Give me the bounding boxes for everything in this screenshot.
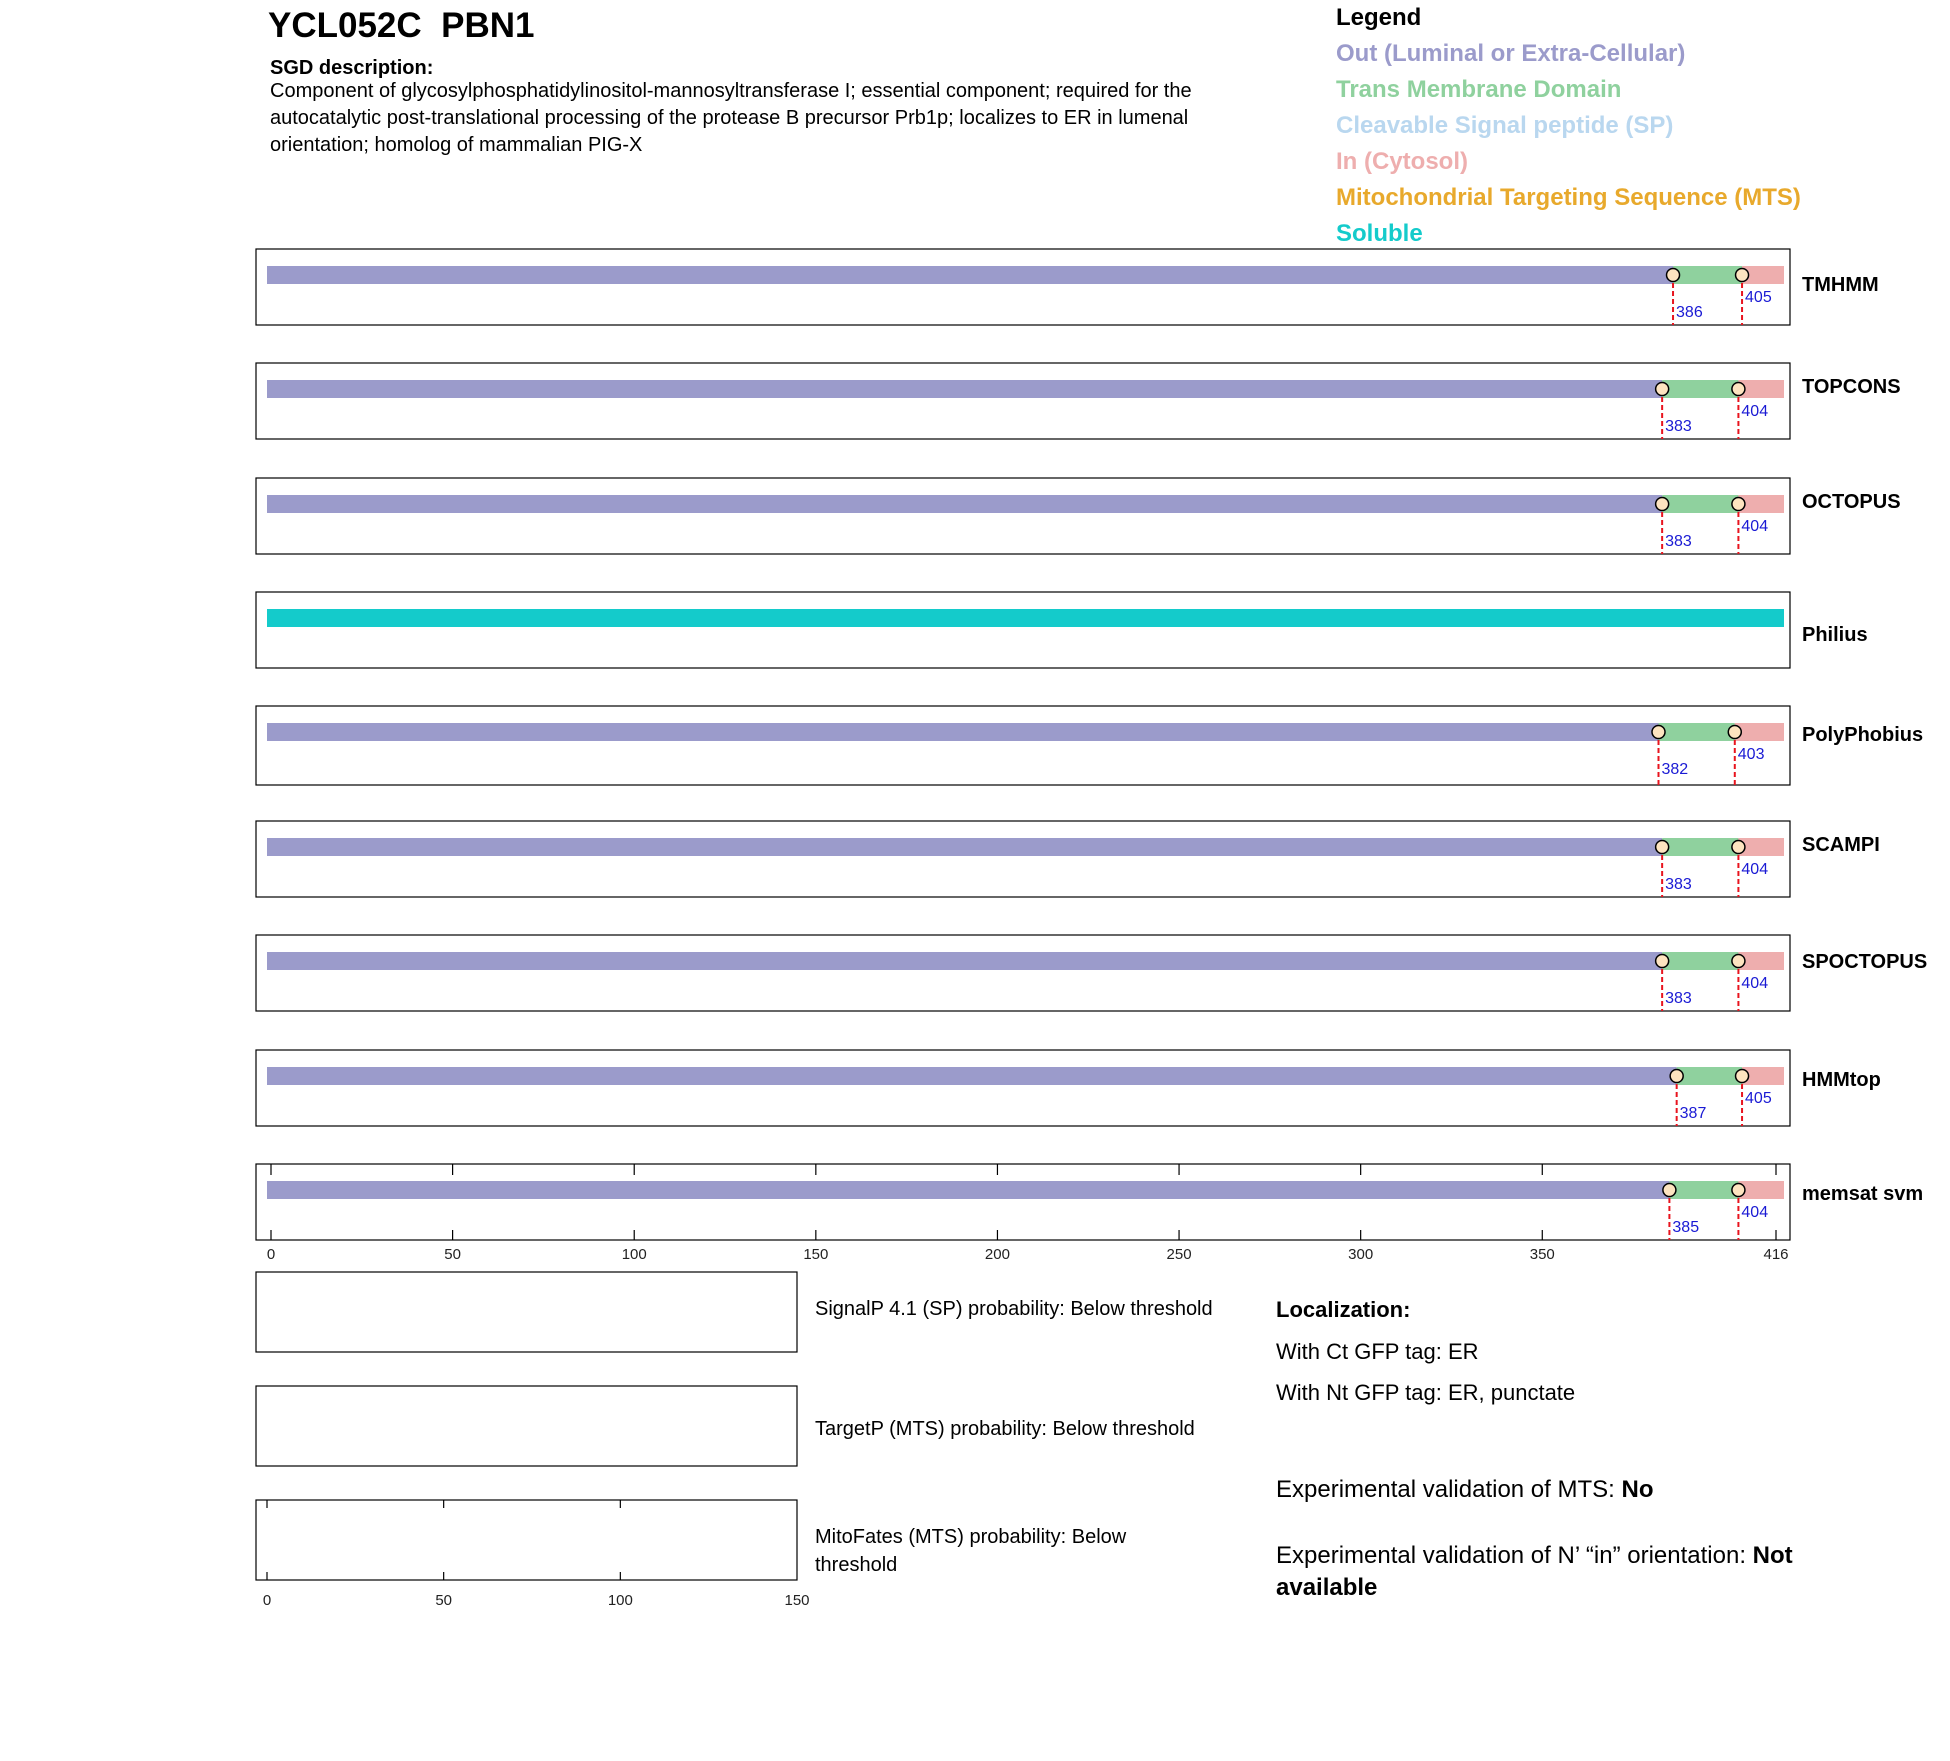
mts-validation-label: Experimental validation of MTS: <box>1276 1476 1622 1503</box>
predictor-name: Philius <box>1802 624 1868 646</box>
predictor-frame <box>256 592 1790 668</box>
probability-frame <box>256 1500 797 1580</box>
x-tick-label: 150 <box>803 1246 829 1263</box>
boundary-marker <box>1652 726 1665 739</box>
predictor-frame <box>256 821 1790 897</box>
legend-item: Trans Membrane Domain <box>1336 76 1622 103</box>
segment-out <box>267 952 1662 970</box>
legend-title: Legend <box>1336 4 1422 31</box>
boundary-marker <box>1736 269 1749 282</box>
boundary-label: 383 <box>1665 990 1692 1007</box>
boundary-label: 383 <box>1665 533 1692 550</box>
localization-nt-gfp: With Nt GFP tag: ER, punctate <box>1276 1380 1576 1405</box>
legend-item: Cleavable Signal peptide (SP) <box>1336 112 1674 139</box>
boundary-label: 404 <box>1741 1204 1769 1221</box>
orientation-validation-value: Not available <box>1276 1542 1793 1601</box>
boundary-marker <box>1732 383 1745 396</box>
legend-item: In (Cytosol) <box>1336 148 1468 175</box>
boundary-marker <box>1736 1070 1749 1083</box>
boundary-marker <box>1656 498 1669 511</box>
localization-ct-gfp: With Ct GFP tag: ER <box>1276 1339 1479 1364</box>
probability-frame <box>256 1272 797 1352</box>
segment-tm <box>1673 266 1742 284</box>
x-tick-label: 416 <box>1763 1246 1789 1263</box>
segment-tm <box>1677 1067 1742 1085</box>
sgd-description: Component of glycosylphosphatidylinositol-mannosyltransferase I; essential component; required for the autocatalytic post-translational processing of the protease B precursor Prb1p; localizes to ER in lumenal orientation; homolog of mammalian PIG-X <box>270 80 1192 156</box>
segment-out <box>267 380 1662 398</box>
segment-out <box>267 1181 1669 1199</box>
orientation-validation-label: Experimental validation of N’ “in” orientation: <box>1276 1542 1753 1569</box>
boundary-label: 385 <box>1672 1219 1700 1236</box>
x-tick-label: 350 <box>1529 1246 1555 1263</box>
boundary-label: 383 <box>1665 876 1692 893</box>
x-tick-label: 250 <box>1166 1246 1192 1263</box>
boundary-label: 405 <box>1745 289 1772 306</box>
predictor-name: SCAMPI <box>1802 834 1880 856</box>
signalp-label: SignalP 4.1 (SP) probability: Below threshold <box>815 1298 1213 1320</box>
segment-out <box>267 838 1662 856</box>
prob-tick-label: 0 <box>262 1592 272 1609</box>
boundary-label: 383 <box>1665 418 1692 435</box>
x-tick-label: 300 <box>1348 1246 1374 1263</box>
predictor-frame <box>256 935 1790 1011</box>
prob-tick-label: 100 <box>607 1592 633 1609</box>
boundary-label: 404 <box>1741 861 1769 878</box>
boundary-label: 386 <box>1676 304 1703 321</box>
predictor-frame <box>256 363 1790 439</box>
boundary-marker <box>1732 498 1745 511</box>
gene-id: YCL052C <box>268 6 422 45</box>
predictor-name: OCTOPUS <box>1802 491 1901 513</box>
segment-tm <box>1662 952 1738 970</box>
boundary-marker <box>1667 269 1680 282</box>
boundary-label: 404 <box>1741 403 1769 420</box>
predictor-frame <box>256 478 1790 554</box>
predictor-name: SPOCTOPUS <box>1802 951 1928 973</box>
sgd-heading: SGD description: <box>270 57 434 79</box>
boundary-label: 404 <box>1741 518 1769 535</box>
x-tick-label: 100 <box>621 1246 647 1263</box>
segment-out <box>267 723 1659 741</box>
mts-validation-value: No <box>1621 1476 1654 1503</box>
predictor-frame <box>256 706 1790 785</box>
predictor-name: TOPCONS <box>1802 376 1901 398</box>
boundary-label: 387 <box>1679 1105 1707 1122</box>
predictor-name: HMMtop <box>1802 1069 1881 1091</box>
mitofates-label: MitoFates (MTS) probability: Below threshold <box>815 1526 1127 1576</box>
predictor-name: TMHMM <box>1802 274 1879 296</box>
legend-item: Mitochondrial Targeting Sequence (MTS) <box>1336 184 1801 211</box>
boundary-marker <box>1663 1184 1676 1197</box>
predictor-frame <box>256 1164 1790 1240</box>
boundary-label: 403 <box>1737 746 1765 763</box>
localization-heading: Localization: <box>1276 1297 1411 1322</box>
segment-tm <box>1662 380 1738 398</box>
segment-tm <box>1662 495 1738 513</box>
segment-out <box>267 266 1673 284</box>
segment-tm <box>1669 1181 1738 1199</box>
segment-tm <box>1662 838 1738 856</box>
boundary-marker <box>1656 841 1669 854</box>
probability-frame <box>256 1386 797 1466</box>
x-tick-label: 0 <box>266 1246 276 1263</box>
boundary-marker <box>1732 841 1745 854</box>
boundary-label: 382 <box>1661 761 1689 778</box>
x-tick-label: 200 <box>984 1246 1010 1263</box>
gene-name: PBN1 <box>441 6 535 45</box>
legend-item: Out (Luminal or Extra-Cellular) <box>1336 40 1686 67</box>
legend-item: Soluble <box>1336 220 1423 247</box>
segment-tm <box>1659 723 1735 741</box>
boundary-label: 404 <box>1741 975 1769 992</box>
mts-validation <box>1276 1474 1836 1506</box>
predictor-name: memsat svm <box>1802 1183 1924 1205</box>
x-tick-label: 50 <box>444 1246 461 1263</box>
boundary-marker <box>1732 1184 1745 1197</box>
boundary-marker <box>1656 383 1669 396</box>
prob-tick-label: 150 <box>784 1592 810 1609</box>
predictor-frame <box>256 1050 1790 1126</box>
orientation-validation <box>1276 1540 1836 1604</box>
targetp-label: TargetP (MTS) probability: Below threshold <box>815 1418 1195 1440</box>
segment-out <box>267 495 1662 513</box>
boundary-marker <box>1656 955 1669 968</box>
boundary-marker <box>1728 726 1741 739</box>
segment-soluble <box>267 609 1784 627</box>
boundary-marker <box>1732 955 1745 968</box>
prob-tick-label: 50 <box>435 1592 453 1609</box>
segment-in <box>1735 723 1784 741</box>
boundary-marker <box>1670 1070 1683 1083</box>
boundary-label: 405 <box>1745 1090 1772 1107</box>
predictor-frame <box>256 249 1790 325</box>
predictor-name: PolyPhobius <box>1802 724 1924 746</box>
segment-out <box>267 1067 1677 1085</box>
